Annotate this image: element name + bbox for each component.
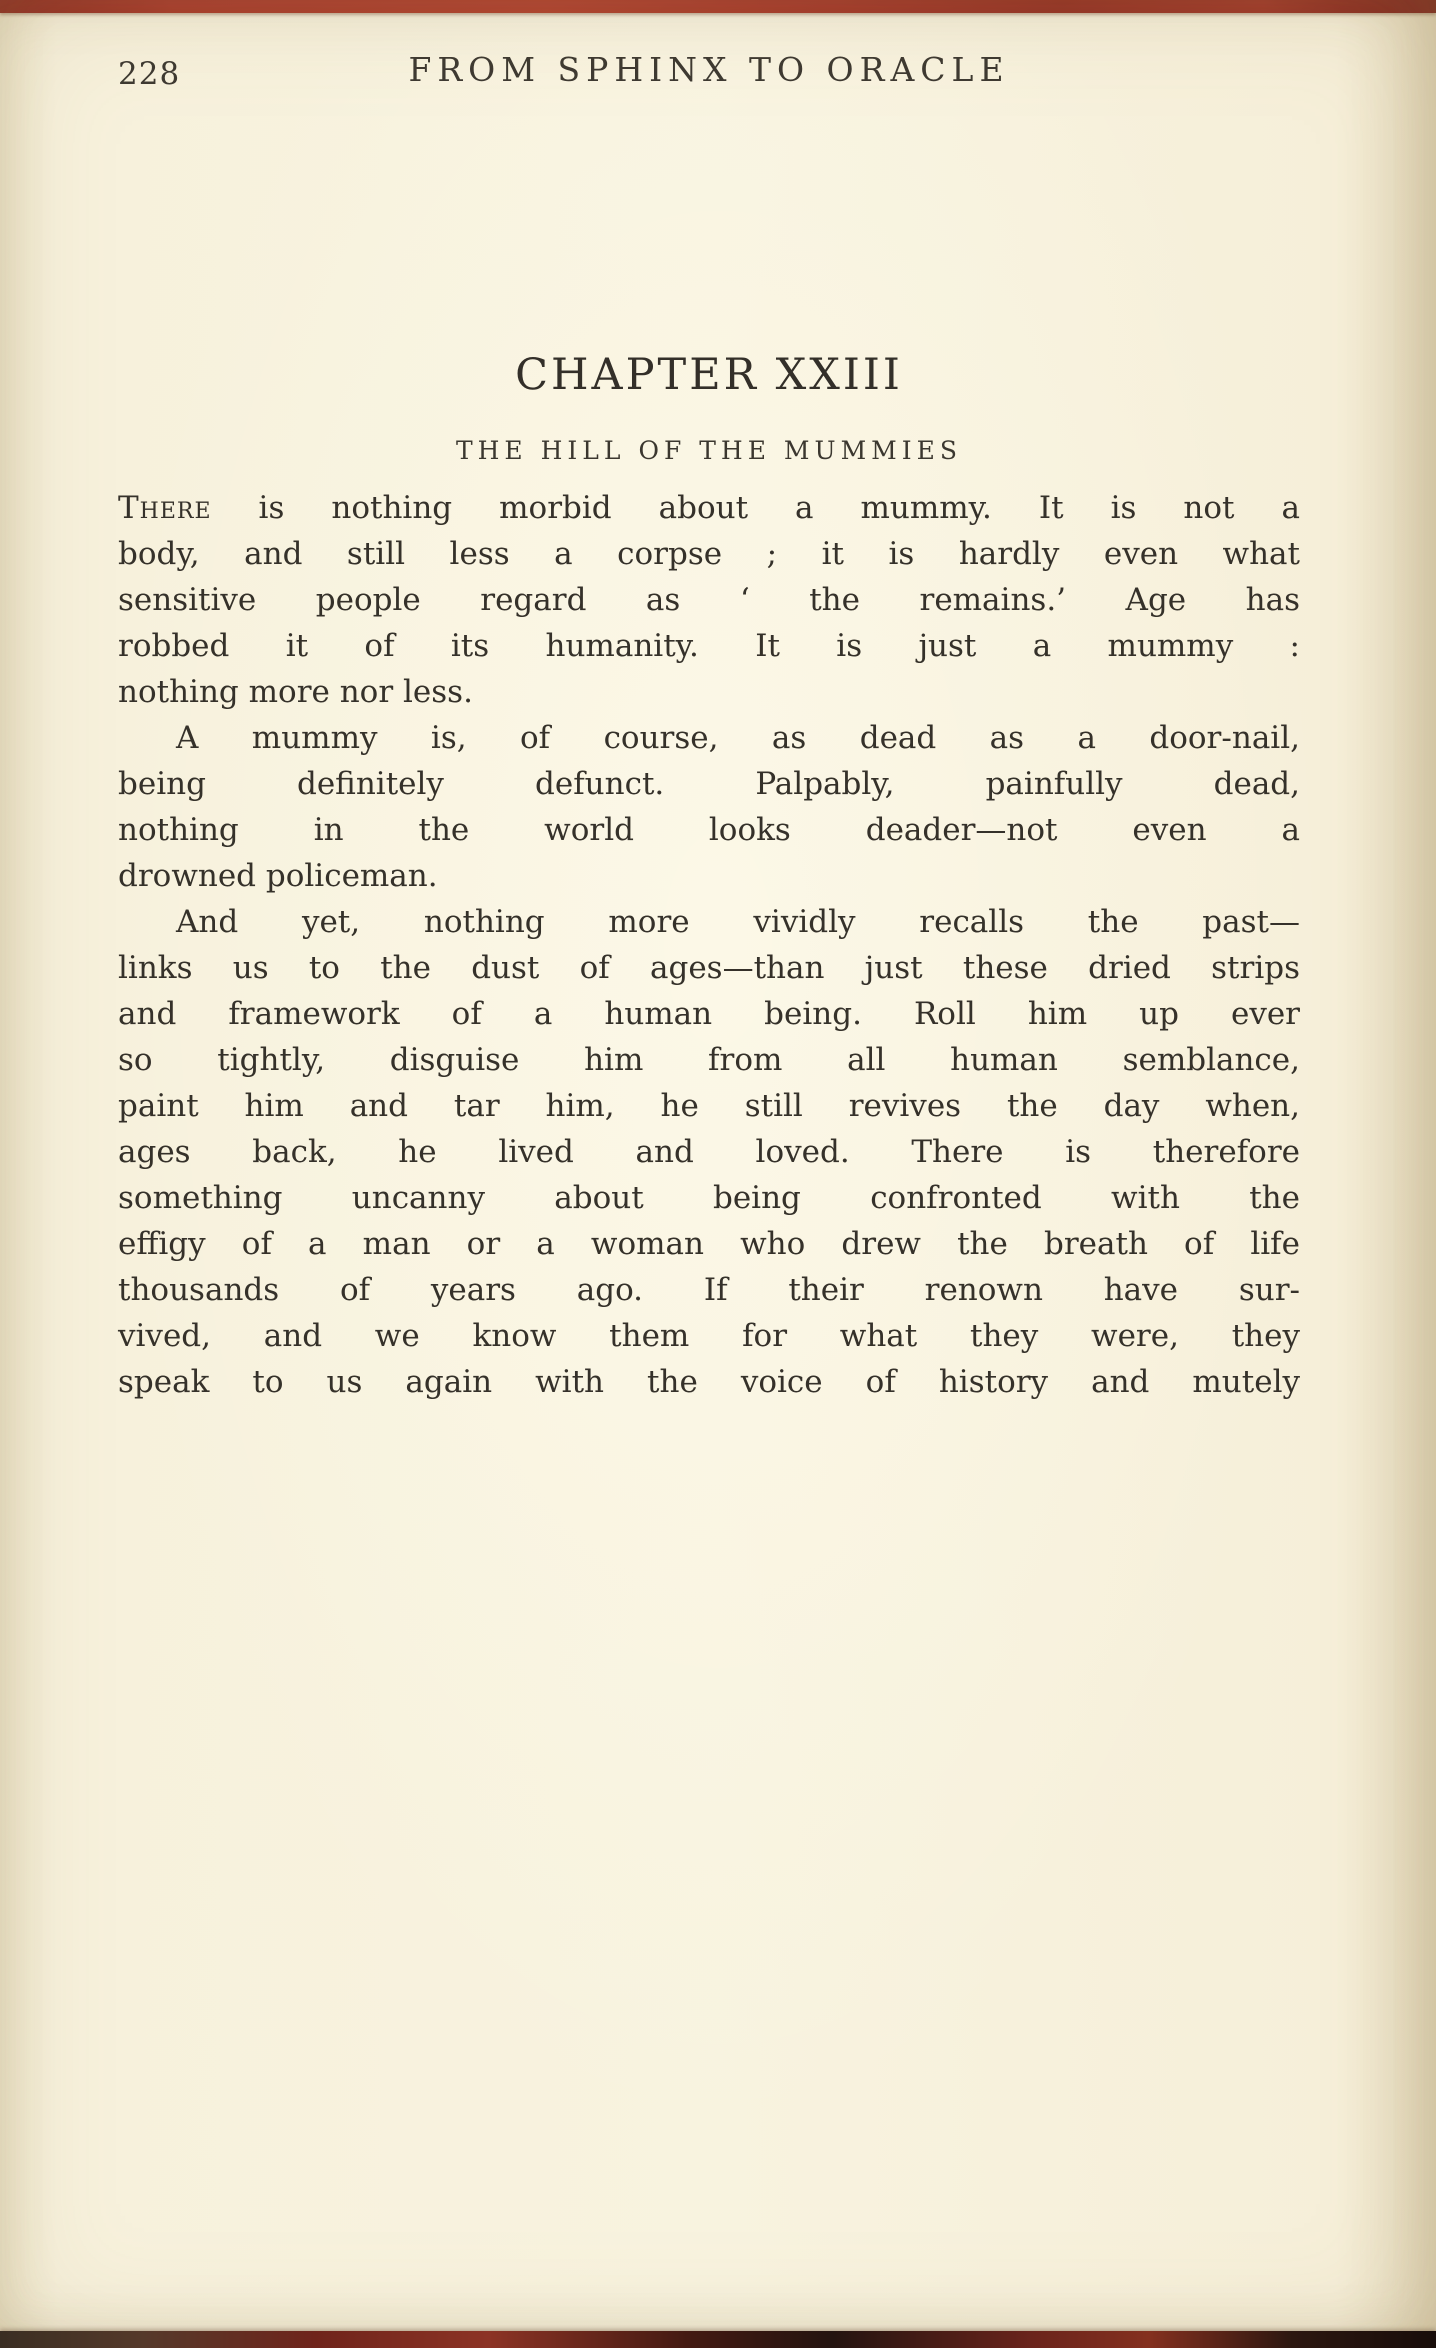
text-line: And yet, nothing more vividly recalls the past— xyxy=(176,904,1300,940)
text-line: links us to the dust of ages—than just these dried strips xyxy=(118,950,1300,986)
text-line: speak to us again with the voice of history and mutely xyxy=(118,1364,1300,1400)
book-edge-top-decoration xyxy=(0,0,1436,13)
text-line: being definitely defunct. Palpably, painfully dead, xyxy=(118,766,1300,802)
text-line: robbed it of its humanity. It is just a mummy : xyxy=(118,628,1300,664)
text-line: nothing in the world looks deader—not even a xyxy=(118,812,1300,848)
text-line: so tightly, disguise him from all human semblance, xyxy=(118,1042,1300,1078)
text-line: and framework of a human being. Roll him up ever xyxy=(118,996,1300,1032)
paragraph-2 xyxy=(118,715,1300,899)
paragraph-1 xyxy=(118,485,1300,715)
text-line-rest: is nothing morbid about a mummy. It is not a xyxy=(211,490,1300,526)
chapter-heading xyxy=(118,350,1300,465)
page-number: 228 xyxy=(118,56,181,92)
page-header xyxy=(118,50,1300,94)
text-line: effigy of a man or a woman who drew the breath of life xyxy=(118,1226,1300,1262)
text-line: thousands of years ago. If their renown have sur- xyxy=(118,1272,1300,1308)
text-line xyxy=(118,485,1300,531)
chapter-title: CHAPTER XXIII xyxy=(515,350,903,400)
text-line: body, and still less a corpse ; it is hardly even what xyxy=(118,536,1300,572)
book-edge-bottom-decoration xyxy=(0,2331,1436,2348)
text-line: something uncanny about being confronted with the xyxy=(118,1180,1300,1216)
text-line: A mummy is, of course, as dead as a door-nail, xyxy=(176,720,1300,756)
body-text xyxy=(118,485,1300,1405)
text-line: nothing more nor less. xyxy=(118,674,473,710)
text-line: paint him and tar him, he still revives the day when, xyxy=(118,1088,1300,1124)
paragraph-3 xyxy=(118,899,1300,1405)
lead-word: There xyxy=(118,490,212,526)
text-line: vived, and we know them for what they were, they xyxy=(118,1318,1300,1354)
text-line: sensitive people regard as ‘ the remains.’ Age has xyxy=(118,582,1300,618)
text-line: drowned policeman. xyxy=(118,858,438,894)
chapter-subtitle: THE HILL OF THE MUMMIES xyxy=(455,436,963,465)
text-line: ages back, he lived and loved. There is therefore xyxy=(118,1134,1300,1170)
running-head-title: FROM SPHINX TO ORACLE xyxy=(408,50,1010,89)
